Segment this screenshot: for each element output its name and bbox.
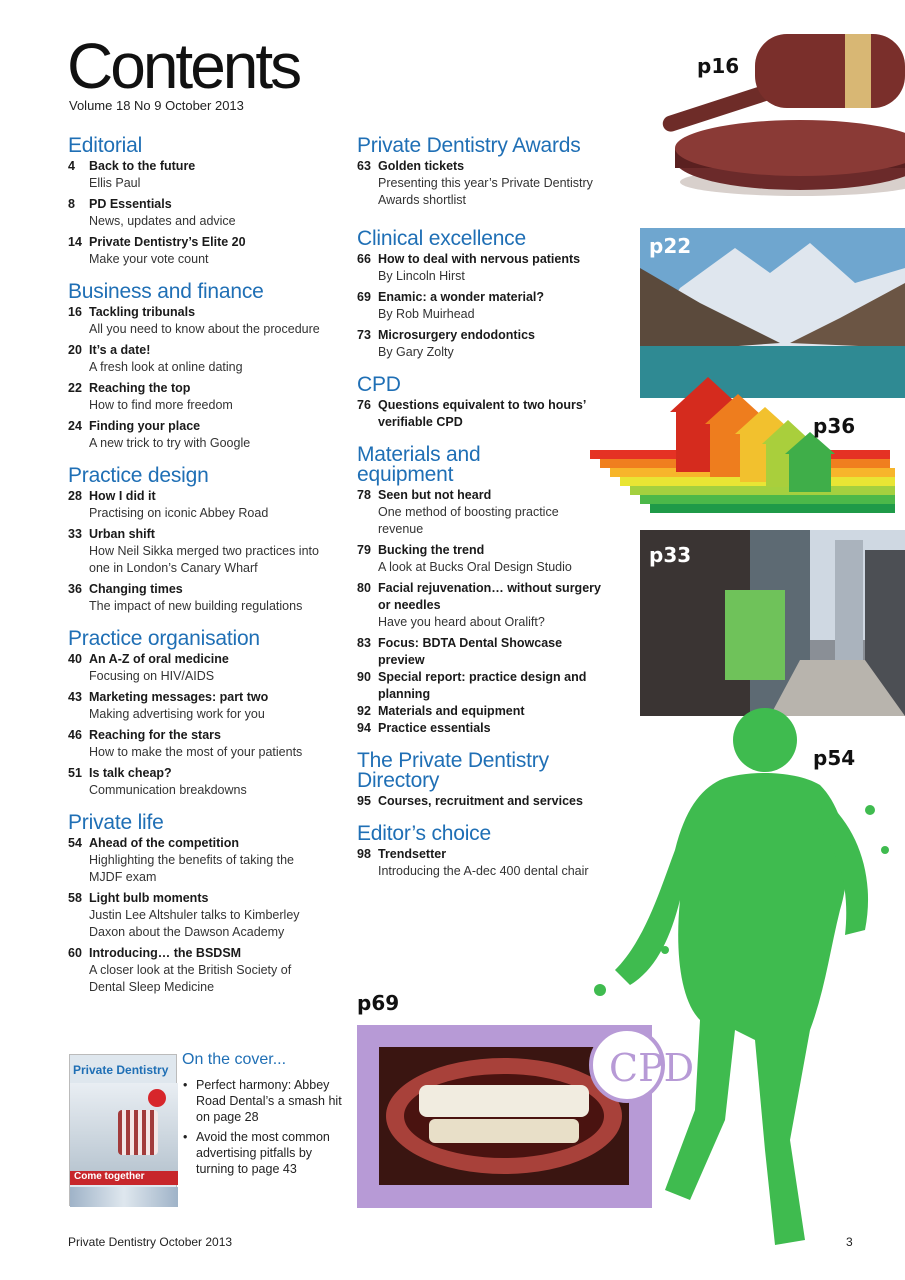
figure-label-p69: p69 <box>357 991 400 1015</box>
entry-page: 28 <box>68 489 82 503</box>
entry-title: Bucking the trend <box>378 543 485 557</box>
band-green <box>640 495 895 504</box>
entry-page: 69 <box>357 290 371 304</box>
splatter <box>881 846 889 854</box>
entry-title: Seen but not heard <box>378 488 492 502</box>
entry-title: Practice essentials <box>378 721 491 735</box>
toc-entry[interactable] <box>357 158 612 209</box>
entry-page: 14 <box>68 235 82 249</box>
cover-mag-title: Private Dentistry <box>73 1063 169 1077</box>
section-heading: Practice design <box>68 464 209 487</box>
entry-sub: By Gary Zolty <box>378 345 454 359</box>
entry-sub: Ellis Paul <box>89 176 141 190</box>
figure-label-p33: p33 <box>649 543 692 567</box>
entry-title: Reaching for the stars <box>89 728 221 742</box>
toc-entry[interactable] <box>68 196 328 230</box>
entry-sub: How Neil Sikka merged two practices into one in London’s Canary Wharf <box>89 544 319 575</box>
section-business-finance <box>68 282 328 452</box>
entry-title: Back to the future <box>89 159 196 173</box>
cover-badge <box>148 1089 166 1107</box>
gavel-band <box>845 34 871 108</box>
cover-chair <box>118 1110 158 1155</box>
cover-thumbnail[interactable] <box>69 1054 177 1206</box>
entry-sub: A new trick to try with Google <box>89 436 251 450</box>
section-editorial <box>68 136 328 268</box>
entry-page: 79 <box>357 543 371 557</box>
footer-text: Private Dentistry October 2013 <box>68 1235 233 1249</box>
section-heading: Private Dentistry Awards <box>357 134 581 157</box>
entry-page: 60 <box>68 946 82 960</box>
entry-page: 58 <box>68 891 82 905</box>
toc-entry[interactable] <box>68 689 328 723</box>
toc-entry[interactable] <box>68 342 328 376</box>
energy-rating-image <box>590 372 900 514</box>
toc-entry[interactable] <box>357 397 612 431</box>
entry-title: Changing times <box>89 582 183 596</box>
entry-title: Golden tickets <box>378 159 465 173</box>
teeth-image <box>357 1025 695 1208</box>
entry-page: 94 <box>357 721 371 735</box>
gavel-image <box>650 20 905 195</box>
entry-page: 8 <box>68 197 75 211</box>
toc-entry[interactable] <box>68 418 328 452</box>
cover-strip <box>70 1187 178 1207</box>
toc-entry[interactable] <box>68 526 328 577</box>
entry-sub: Make your vote count <box>89 252 209 266</box>
entry-sub: How to find more freedom <box>89 398 233 412</box>
entry-title: Enamic: a wonder material? <box>378 290 545 304</box>
toc-entry[interactable] <box>68 581 328 615</box>
entry-sub: One method of boosting practice revenue <box>378 505 559 536</box>
entry-page: 33 <box>68 527 82 541</box>
figure-label-p54: p54 <box>813 746 856 770</box>
entry-title: It’s a date! <box>89 343 151 357</box>
toc-entry[interactable] <box>357 669 612 703</box>
entry-sub: Practising on iconic Abbey Road <box>89 506 269 520</box>
entry-sub: The impact of new building regulations <box>89 599 303 613</box>
splatter <box>594 984 606 996</box>
entry-page: 66 <box>357 252 371 266</box>
lower-teeth <box>429 1119 579 1143</box>
entry-page: 95 <box>357 794 371 808</box>
splatter <box>661 946 669 954</box>
entry-page: 54 <box>68 836 82 850</box>
entry-title: Ahead of the competition <box>89 836 239 850</box>
cover-bullet: • Avoid the most common advertising pitfalls by turning to page 43 <box>183 1129 353 1177</box>
entry-title: Courses, recruitment and services <box>378 794 583 808</box>
section-heading: Editorial <box>68 134 143 157</box>
toc-entry[interactable] <box>68 727 328 761</box>
toc-entry[interactable] <box>357 580 612 631</box>
toc-entry[interactable] <box>357 635 612 669</box>
entry-page: 76 <box>357 398 371 412</box>
entry-title: Finding your place <box>89 419 201 433</box>
issue-line: Volume 18 No 9 October 2013 <box>69 98 244 113</box>
entry-sub: By Rob Muirhead <box>378 307 475 321</box>
entry-sub: News, updates and advice <box>89 214 236 228</box>
entry-title: Urban shift <box>89 527 155 541</box>
gavel-head <box>755 34 905 108</box>
section-heading: Business and finance <box>68 280 264 303</box>
section-heading: Clinical excellence <box>357 227 526 250</box>
tower-right <box>835 540 863 660</box>
entry-title: Microsurgery endodontics <box>378 328 535 342</box>
entry-page: 78 <box>357 488 371 502</box>
toc-entry[interactable] <box>357 542 612 576</box>
entry-page: 36 <box>68 582 82 596</box>
entry-page: 83 <box>357 636 371 650</box>
section-heading: The Private Dentistry Directory <box>357 749 549 792</box>
band-darkgreen <box>650 504 895 513</box>
entry-sub: Making advertising work for you <box>89 707 265 721</box>
entry-sub: Introducing the A-dec 400 dental chair <box>378 864 589 878</box>
toc-entry[interactable] <box>68 488 328 522</box>
section-heading: Materials and equipment <box>357 443 481 486</box>
page-title: Contents <box>67 30 300 102</box>
green-sign <box>725 590 785 680</box>
entry-sub: How to make the most of your patients <box>89 745 303 759</box>
toc-entry[interactable] <box>68 304 328 338</box>
cover-bullet: • Perfect harmony: Abbey Road Dental’s a smash hit on page 28 <box>183 1077 353 1125</box>
entry-sub: A fresh look at online dating <box>89 360 243 374</box>
section-heading: CPD <box>357 373 401 396</box>
entry-title: Questions equivalent to two hours’ verifiable CPD <box>378 398 586 429</box>
toc-entry[interactable] <box>68 158 328 192</box>
entry-title: Reaching the top <box>89 381 191 395</box>
page-number: 3 <box>846 1235 853 1249</box>
toc-entry[interactable] <box>68 765 328 799</box>
entry-page: 4 <box>68 159 75 173</box>
entry-title: How I did it <box>89 489 156 503</box>
toc-entry[interactable] <box>68 945 328 996</box>
entry-page: 73 <box>357 328 371 342</box>
entry-title: Materials and equipment <box>378 704 525 718</box>
entry-sub: Have you heard about Oralift? <box>378 615 545 629</box>
entry-page: 24 <box>68 419 82 433</box>
toc-entry[interactable] <box>357 289 612 323</box>
splatter <box>865 805 875 815</box>
cpd-badge-letters: CPD <box>609 1046 695 1090</box>
runner-head <box>733 708 797 772</box>
entry-page: 43 <box>68 690 82 704</box>
entry-page: 90 <box>357 670 371 684</box>
toc-entry[interactable] <box>357 487 612 538</box>
entry-title: Marketing messages: part two <box>89 690 269 704</box>
entry-title: Special report: practice design and planning <box>378 670 587 701</box>
cover-bullets <box>183 1077 353 1181</box>
cover-headline: Come together <box>74 1171 145 1182</box>
toc-entry[interactable] <box>357 327 612 361</box>
entry-page: 20 <box>68 343 82 357</box>
figure-label-p36: p36 <box>813 414 856 438</box>
entry-title: Tackling tribunals <box>89 305 196 319</box>
entry-title: Trendsetter <box>378 847 447 861</box>
entry-page: 22 <box>68 381 82 395</box>
section-heading: Practice organisation <box>68 627 260 650</box>
section-cpd <box>357 375 612 431</box>
band-lime <box>630 486 895 495</box>
contents-left-column <box>68 136 328 1010</box>
entry-sub: Focusing on HIV/AIDS <box>89 669 215 683</box>
toc-entry[interactable] <box>68 234 328 268</box>
section-clinical <box>357 229 612 361</box>
entry-title: Focus: BDTA Dental Showcase preview <box>378 636 563 667</box>
entry-page: 80 <box>357 581 371 595</box>
entry-title: PD Essentials <box>89 197 172 211</box>
toc-entry[interactable] <box>68 835 328 886</box>
toc-entry[interactable] <box>68 380 328 414</box>
entry-sub: Justin Lee Altshuler talks to Kimberley Daxon about the Dawson Academy <box>89 908 300 939</box>
entry-title: An A-Z of oral medicine <box>89 652 229 666</box>
toc-entry[interactable] <box>357 251 612 285</box>
entry-title: Is talk cheap? <box>89 766 172 780</box>
entry-sub: Presenting this year’s Private Dentistry Awards shortlist <box>378 176 593 207</box>
section-heading: Editor’s choice <box>357 822 491 845</box>
entry-sub: By Lincoln Hirst <box>378 269 465 283</box>
entry-sub: A look at Bucks Oral Design Studio <box>378 560 572 574</box>
entry-title: How to deal with nervous patients <box>378 252 581 266</box>
section-practice-organisation <box>68 629 328 799</box>
entry-sub: Communication breakdowns <box>89 783 247 797</box>
section-practice-design <box>68 466 328 615</box>
entry-title: Introducing… the BSDSM <box>89 946 242 960</box>
entry-page: 92 <box>357 704 371 718</box>
section-materials <box>357 445 612 737</box>
section-private-life <box>68 813 328 996</box>
entry-page: 46 <box>68 728 82 742</box>
entry-sub: A closer look at the British Society of Dental Sleep Medicine <box>89 963 292 994</box>
toc-entry[interactable] <box>68 890 328 941</box>
figure-label-p22: p22 <box>649 234 692 258</box>
cover-heading: On the cover... <box>182 1051 287 1068</box>
upper-teeth <box>419 1085 589 1117</box>
entry-page: 16 <box>68 305 82 319</box>
section-heading: Private life <box>68 811 164 834</box>
entry-title: Light bulb moments <box>89 891 209 905</box>
entry-page: 98 <box>357 847 371 861</box>
entry-page: 63 <box>357 159 371 173</box>
entry-title: Facial rejuvenation… without surgery or needles <box>378 581 601 612</box>
entry-page: 40 <box>68 652 82 666</box>
entry-sub: Highlighting the benefits of taking the MJDF exam <box>89 853 294 884</box>
section-awards <box>357 136 612 209</box>
entry-page: 51 <box>68 766 82 780</box>
entry-sub: All you need to know about the procedure <box>89 322 320 336</box>
entry-title: Private Dentistry’s Elite 20 <box>89 235 246 249</box>
toc-entry[interactable] <box>68 651 328 685</box>
figure-label-p16: p16 <box>697 54 740 78</box>
